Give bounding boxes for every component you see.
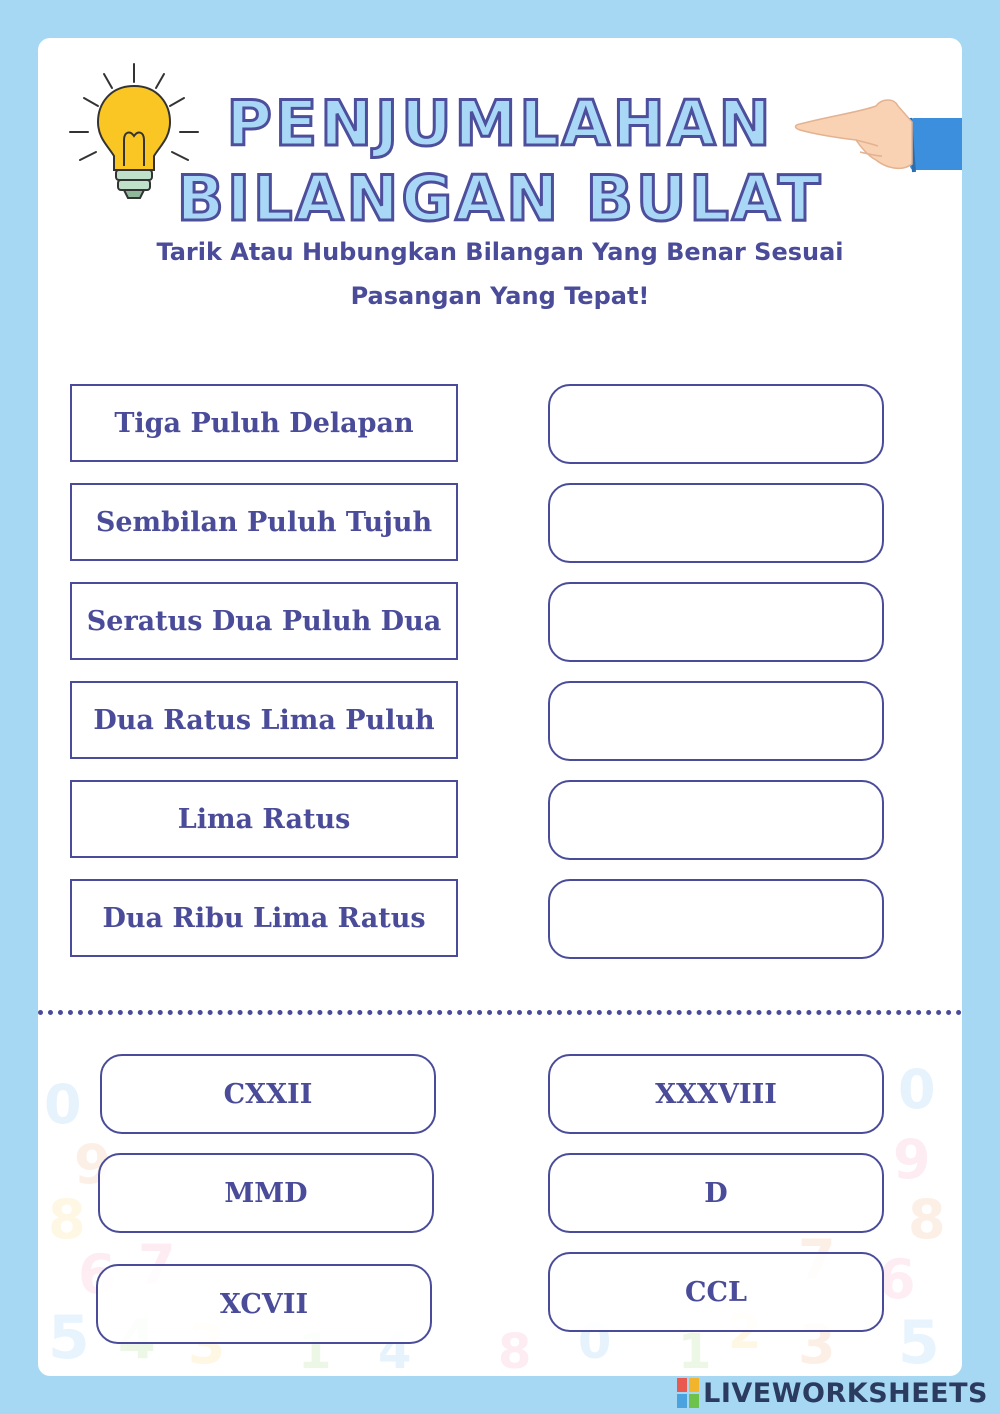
liveworksheets-logo-icon xyxy=(677,1378,699,1408)
svg-text:5: 5 xyxy=(48,1303,90,1373)
svg-text:9: 9 xyxy=(893,1128,931,1191)
page-title-line1: PENJUMLAHAN xyxy=(226,87,774,160)
word-box: Seratus Dua Puluh Dua xyxy=(70,582,458,660)
word-box: Dua Ratus Lima Puluh xyxy=(70,681,458,759)
svg-text:6: 6 xyxy=(78,1243,116,1306)
dotted-divider xyxy=(38,1010,962,1015)
drop-target[interactable] xyxy=(548,780,884,860)
instruction-text: Tarik Atau Hubungkan Bilangan Yang Benar Sesuai Pasangan Yang Tepat! xyxy=(156,238,844,310)
drop-target[interactable] xyxy=(548,483,884,563)
word-box: Sembilan Puluh Tujuh xyxy=(70,483,458,561)
svg-text:3: 3 xyxy=(188,1313,226,1376)
svg-text:0: 0 xyxy=(578,1314,612,1370)
answer-tile[interactable]: CXXII xyxy=(100,1054,436,1134)
answer-tile[interactable]: CCL xyxy=(548,1252,884,1332)
answer-tile[interactable]: MMD xyxy=(98,1153,434,1233)
answer-tile[interactable]: XCVII xyxy=(96,1264,432,1344)
svg-text:0: 0 xyxy=(44,1073,82,1136)
svg-text:3: 3 xyxy=(798,1313,836,1376)
svg-text:0: 0 xyxy=(898,1058,936,1121)
drop-target[interactable] xyxy=(548,582,884,662)
svg-text:1: 1 xyxy=(678,1324,712,1376)
svg-text:1: 1 xyxy=(298,1324,332,1376)
answer-tile[interactable]: D xyxy=(548,1153,884,1233)
word-box: Tiga Puluh Delapan xyxy=(70,384,458,462)
word-box: Dua Ribu Lima Ratus xyxy=(70,879,458,957)
worksheet xyxy=(38,38,962,1376)
liveworksheets-logo[interactable] xyxy=(677,1376,988,1410)
page-title-line2: BILANGAN BULAT xyxy=(176,162,824,235)
svg-text:2: 2 xyxy=(728,1304,762,1360)
drop-target[interactable] xyxy=(548,879,884,959)
drop-target[interactable] xyxy=(548,681,884,761)
svg-text:9: 9 xyxy=(74,1133,112,1196)
svg-text:8: 8 xyxy=(48,1188,86,1251)
word-box: Lima Ratus xyxy=(70,780,458,858)
drop-target[interactable] xyxy=(548,384,884,464)
svg-text:5: 5 xyxy=(898,1308,940,1376)
svg-text:8: 8 xyxy=(498,1324,532,1376)
liveworksheets-brand: LIVEWORKSHEETS xyxy=(703,1377,988,1409)
answer-tile[interactable]: XXXVIII xyxy=(548,1054,884,1134)
svg-text:4: 4 xyxy=(378,1324,412,1376)
svg-text:8: 8 xyxy=(908,1188,946,1251)
svg-text:6: 6 xyxy=(878,1248,916,1311)
